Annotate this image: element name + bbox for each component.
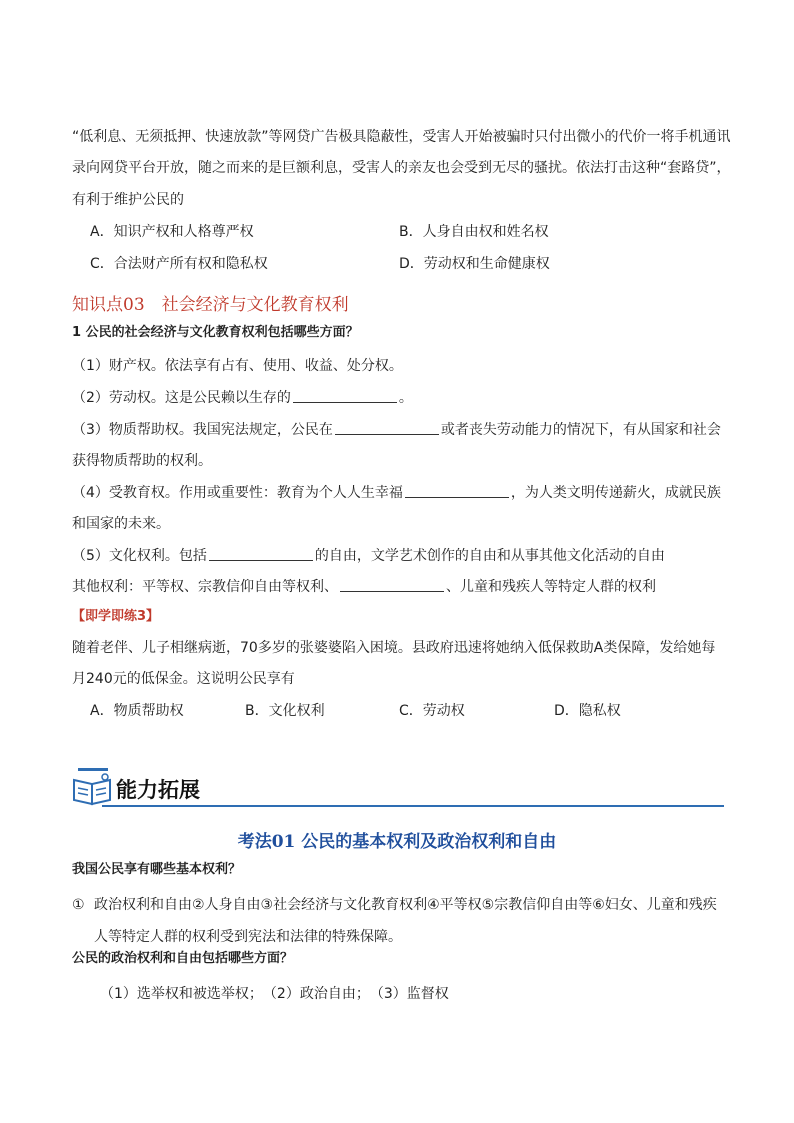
fill-blank[interactable]: [209, 546, 313, 561]
list-marker: ①: [72, 897, 85, 913]
banner-title: 能力拓展: [116, 777, 200, 802]
question-text-line: 有利于维护公民的: [72, 192, 184, 208]
item-text: ，为人类文明传递薪火，成就民族: [510, 485, 721, 501]
list-item: （1）财产权。依法享有占有、使用、收益、处分权。: [72, 358, 403, 374]
option-a: A．物质帮助权: [90, 703, 184, 719]
item-text: 的自由，文学艺术创作的自由和从事其他文化活动的自由: [314, 548, 665, 564]
fill-blank[interactable]: [293, 388, 397, 403]
question-text-line: 月240元的低保金。这说明公民享有: [72, 671, 295, 687]
banner-underline: [102, 805, 724, 807]
list-item: [72, 577, 656, 597]
fill-blank[interactable]: [405, 483, 509, 498]
option-d: D．劳动权和生命健康权: [399, 256, 550, 272]
section-banner: [72, 768, 724, 808]
list-item-continued: 和国家的未来。: [72, 516, 170, 532]
fill-blank[interactable]: [335, 420, 439, 435]
method-title: 考法01 公民的基本权利及政治权利和自由: [237, 832, 557, 852]
item-text: （2）劳动权。这是公民赖以生存的: [72, 390, 291, 406]
option-c: C．合法财产所有权和隐私权: [90, 256, 268, 272]
option-b: B．人身自由权和姓名权: [399, 224, 549, 240]
item-text: 或者丧失劳动能力的情况下，有从国家和社会: [440, 422, 721, 438]
item-text: 。: [398, 390, 413, 406]
list-item: [72, 388, 413, 408]
section-title: 知识点03 社会经济与文化教育权利: [72, 295, 349, 315]
item-text: （4）受教育权。作用或重要性：教育为个人人生幸福: [72, 485, 403, 501]
question-text-line: “低利息、无须抵押、快速放款”等网贷广告极具隐蔽性，受害人开始被骗时只付出微小的代价一将手机通讯: [72, 129, 731, 145]
subsection-question: 公民的政治权利和自由包括哪些方面？: [72, 951, 294, 966]
option-b: B．文化权利: [245, 703, 325, 719]
question-text-line: 随着老伴、儿子相继病逝，70多岁的张婆婆陷入困境。县政府迅速将她纳入低保救助A类保障，发给她每: [72, 640, 716, 656]
section-question: 1 公民的社会经济与文化教育权利包括哪些方面？: [72, 325, 359, 340]
open-book-icon: [72, 768, 116, 808]
answer-text-line: 政治权利和自由②人身自由③社会经济与文化教育权利④平等权⑤宗教信仰自由等⑥妇女、儿童和残疾: [94, 897, 717, 913]
option-d: D．隐私权: [554, 703, 621, 719]
item-text: （3）物质帮助权。我国宪法规定，公民在: [72, 422, 333, 438]
list-item-continued: 获得物质帮助的权利。: [72, 453, 212, 469]
option-a: A．知识产权和人格尊严权: [90, 224, 254, 240]
list-item: [72, 483, 721, 503]
subsection-question: 我国公民享有哪些基本权利？: [72, 862, 242, 877]
answer-text-line: （1）选举权和被选举权； （2）政治自由； （3）监督权: [100, 986, 449, 1002]
option-c: C．劳动权: [399, 703, 465, 719]
list-item: [72, 420, 721, 440]
question-text-line: 录向网贷平台开放，随之而来的是巨额利息，受害人的亲友也会受到无尽的骚扰。依法打击这种“套路贷”，: [72, 160, 731, 176]
list-item: [72, 546, 665, 566]
fill-blank[interactable]: [340, 577, 444, 592]
answer-text-line: 人等特定人群的权利受到宪法和法律的特殊保障。: [94, 929, 402, 945]
item-text: 、儿童和残疾人等特定人群的权利: [446, 579, 656, 595]
item-text: 其他权利：平等权、宗教信仰自由等权利、: [72, 579, 338, 595]
practice-label: 【即学即练3】: [72, 609, 160, 624]
item-text: （5）文化权利。包括: [72, 548, 207, 564]
